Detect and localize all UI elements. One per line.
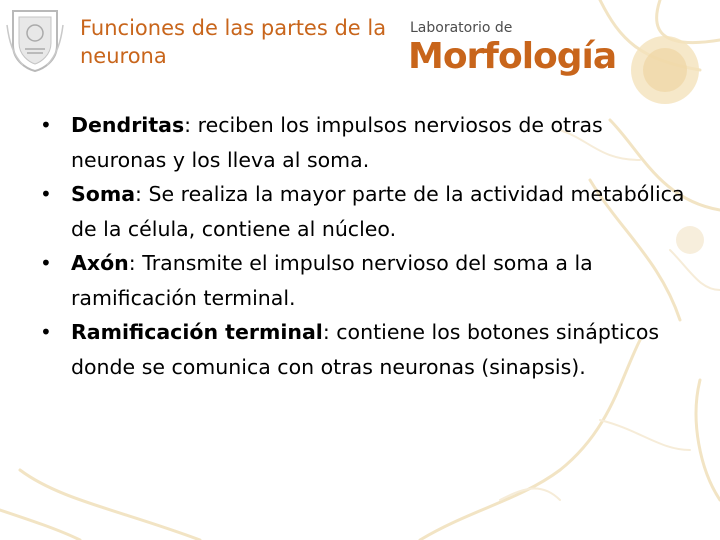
bullet-text: reciben los impulsos nerviosos de otras neuronas y los lleva al soma. <box>71 113 603 172</box>
bullet-item-soma <box>40 177 690 246</box>
bullet-item-axon <box>40 246 690 315</box>
bullet-text: Se realiza la mayor parte de la actividad metabólica de la célula, contiene al núcleo. <box>71 182 685 241</box>
bullet-separator: : <box>135 182 149 206</box>
bullet-text: contiene los botones sinápticos donde se comunica con otras neuronas (sinapsis). <box>71 320 660 379</box>
bullet-icon: • <box>40 251 52 275</box>
bullet-item-dendritas <box>40 108 690 177</box>
page-title: Funciones de las partes de la neurona <box>80 16 387 68</box>
bullet-term: Soma <box>71 182 136 206</box>
lab-logo <box>408 20 617 82</box>
bullet-icon: • <box>40 320 52 344</box>
bullet-separator: : <box>184 113 198 137</box>
bullet-separator: : <box>322 320 337 344</box>
lab-logo-wordmark: Morfología <box>408 36 617 77</box>
bullet-term: Dendritas <box>71 113 185 137</box>
bullet-term: Axón <box>71 251 129 275</box>
bullet-icon: • <box>40 113 52 137</box>
bullet-term: Ramificación terminal <box>71 320 323 344</box>
slide-header <box>0 0 720 88</box>
bullet-text: Transmite el impulso nervioso del soma a la ramificación terminal. <box>71 251 593 310</box>
lab-logo-caption: Laboratorio de <box>410 20 513 36</box>
bullet-list <box>40 108 690 384</box>
university-crest-icon <box>5 5 65 73</box>
bullet-item-ramificacion-terminal <box>40 315 690 384</box>
slide-content <box>40 108 690 384</box>
bullet-icon: • <box>40 182 52 206</box>
bullet-separator: : <box>128 251 143 275</box>
